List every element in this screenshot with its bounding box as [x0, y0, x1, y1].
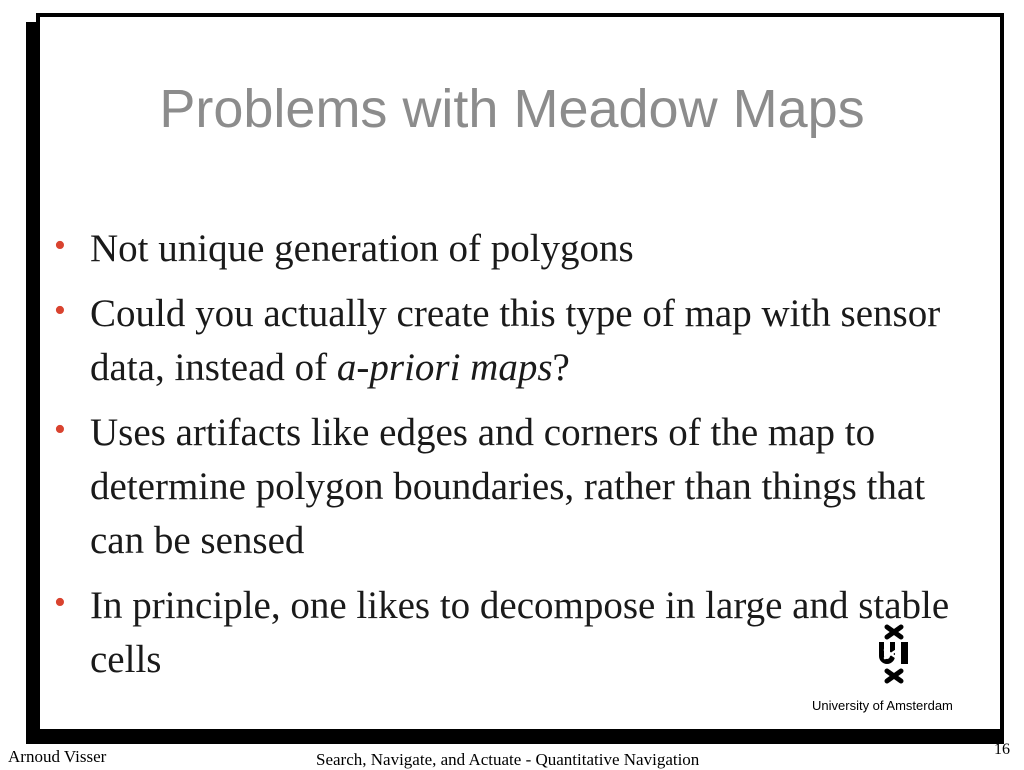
bullet-text: Uses artifacts like edges and corners of the map to determine polygon boundaries, rather than things that can be sensed	[90, 411, 926, 562]
bullet-marker: •	[54, 227, 66, 264]
footer-course-title: Search, Navigate, and Actuate - Quantitative Navigation	[316, 750, 700, 769]
bullet-italic-text: a-priori maps	[336, 346, 553, 389]
page-number: 16	[994, 741, 1010, 758]
university-of-amsterdam-logo-icon	[873, 624, 917, 686]
bullet-list	[52, 222, 982, 698]
bullet-text: Could you actually create this type of map with sensor data, instead of	[90, 292, 941, 389]
bullet-item-1	[52, 222, 982, 276]
bullet-text: In principle, one likes to decompose in large and stable cells	[90, 584, 950, 681]
bullet-item-4	[52, 579, 982, 687]
bullet-text: Not unique generation of polygons	[90, 227, 634, 270]
bullet-text-end: ?	[552, 346, 570, 389]
footer-author: Arnoud Visser	[8, 747, 107, 766]
bullet-marker: •	[54, 411, 66, 448]
slide-title: Problems with Meadow Maps	[159, 79, 865, 139]
bullet-item-3	[52, 406, 982, 568]
bullet-item-2	[52, 287, 982, 395]
university-caption: University of Amsterdam	[812, 698, 953, 713]
bullet-marker: •	[54, 292, 66, 329]
bullet-marker: •	[54, 584, 66, 621]
